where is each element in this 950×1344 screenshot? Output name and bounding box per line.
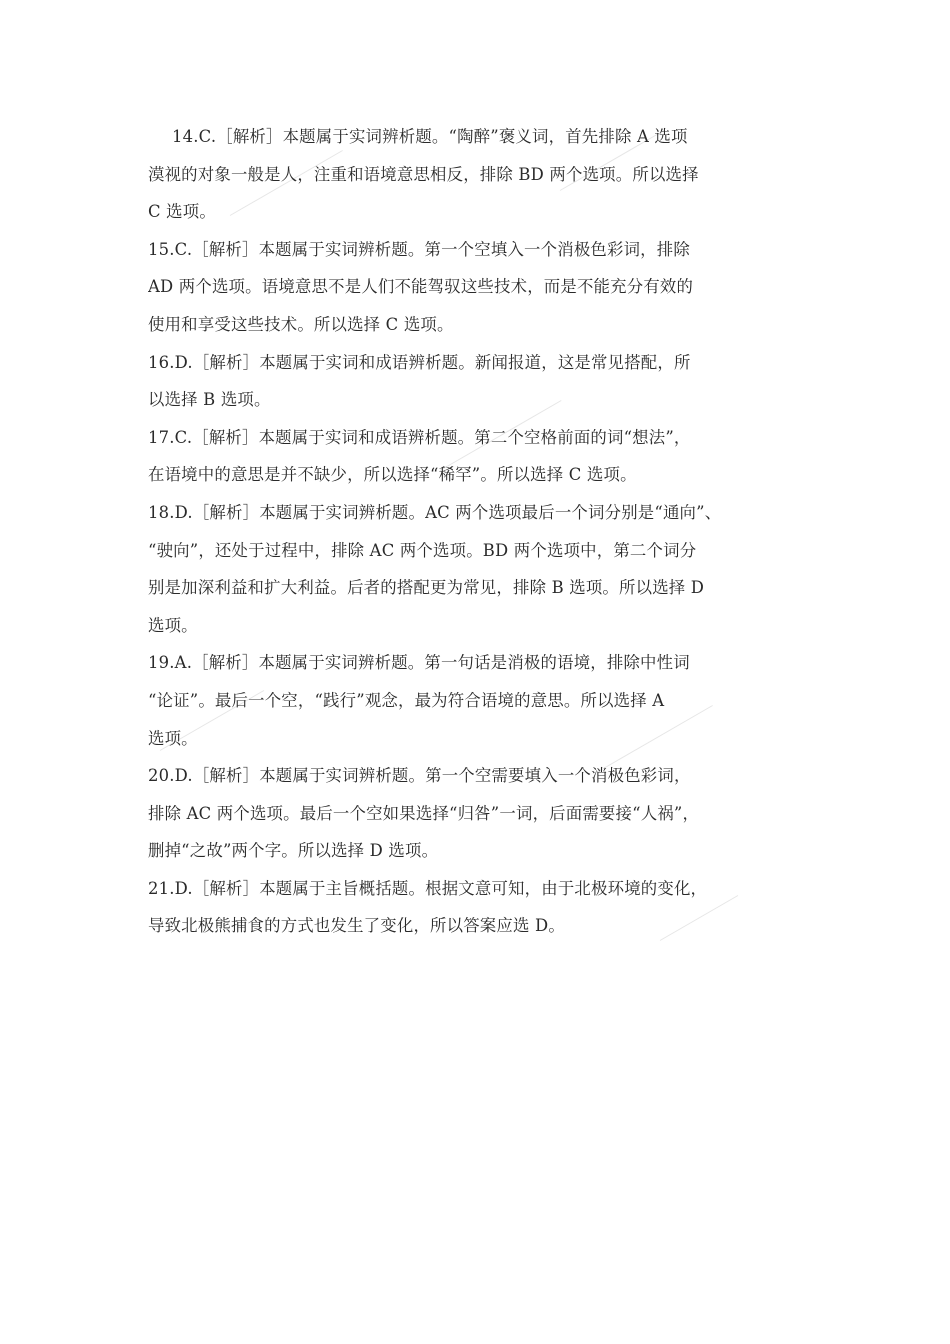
text-line: 在语境中的意思是并不缺少，所以选择“稀罕”。所以选择 C 选项。	[148, 465, 637, 485]
text-line: 15.C.［解析］本题属于实词辨析题。第一个空填入一个消极色彩词，排除	[148, 239, 690, 259]
text-line: 20.D.［解析］本题属于实词辨析题。第一个空需要填入一个消极色彩词，	[148, 766, 691, 786]
answer-explanations	[148, 118, 738, 945]
text-line: AD 两个选项。语境意思不是人们不能驾驭这些技术，而是不能充分有效的	[148, 277, 694, 297]
text-line: 以选择 B 选项。	[148, 390, 271, 410]
text-line: 别是加深利益和扩大利益。后者的搭配更为常见，排除 B 选项。所以选择 D	[148, 578, 705, 598]
text-line: 21.D.［解析］本题属于主旨概括题。根据文意可知，由于北极环境的变化，	[148, 878, 708, 898]
text-line: 删掉“之故”两个字。所以选择 D 选项。	[148, 841, 439, 861]
text-line: 17.C.［解析］本题属于实词和成语辨析题。第二个空格前面的词“想法”，	[148, 427, 691, 447]
text-line: 16.D.［解析］本题属于实词和成语辨析题。新闻报道，这是常见搭配，所	[148, 352, 691, 372]
text-line: 19.A.［解析］本题属于实词辨析题。第一句话是消极的语境，排除中性词	[148, 653, 690, 673]
text-line: 18.D.［解析］本题属于实词辨析题。AC 两个选项最后一个词分别是“通向”、	[148, 502, 722, 522]
text-line: 选项。	[148, 728, 198, 748]
text-line: 选项。	[148, 615, 198, 635]
text-line: “驶向”，还处于过程中，排除 AC 两个选项。BD 两个选项中，第二个词分	[148, 540, 697, 560]
text-line: 导致北极熊捕食的方式也发生了变化，所以答案应选 D。	[148, 916, 565, 936]
text-line: C 选项。	[148, 202, 216, 222]
text-line: 14.C.［解析］本题属于实词辨析题。“陶醉”褒义词，首先排除 A 选项	[172, 127, 688, 146]
text-line: 使用和享受这些技术。所以选择 C 选项。	[148, 314, 454, 334]
text-line: “论证”。最后一个空，“践行”观念，最为符合语境的意思。所以选择 A	[148, 690, 665, 710]
text-line: 漠视的对象一般是人，注重和语境意思相反，排除 BD 两个选项。所以选择	[148, 164, 699, 184]
text-line: 排除 AC 两个选项。最后一个空如果选择“归咎”一词，后面需要接“人祸”，	[148, 803, 700, 823]
